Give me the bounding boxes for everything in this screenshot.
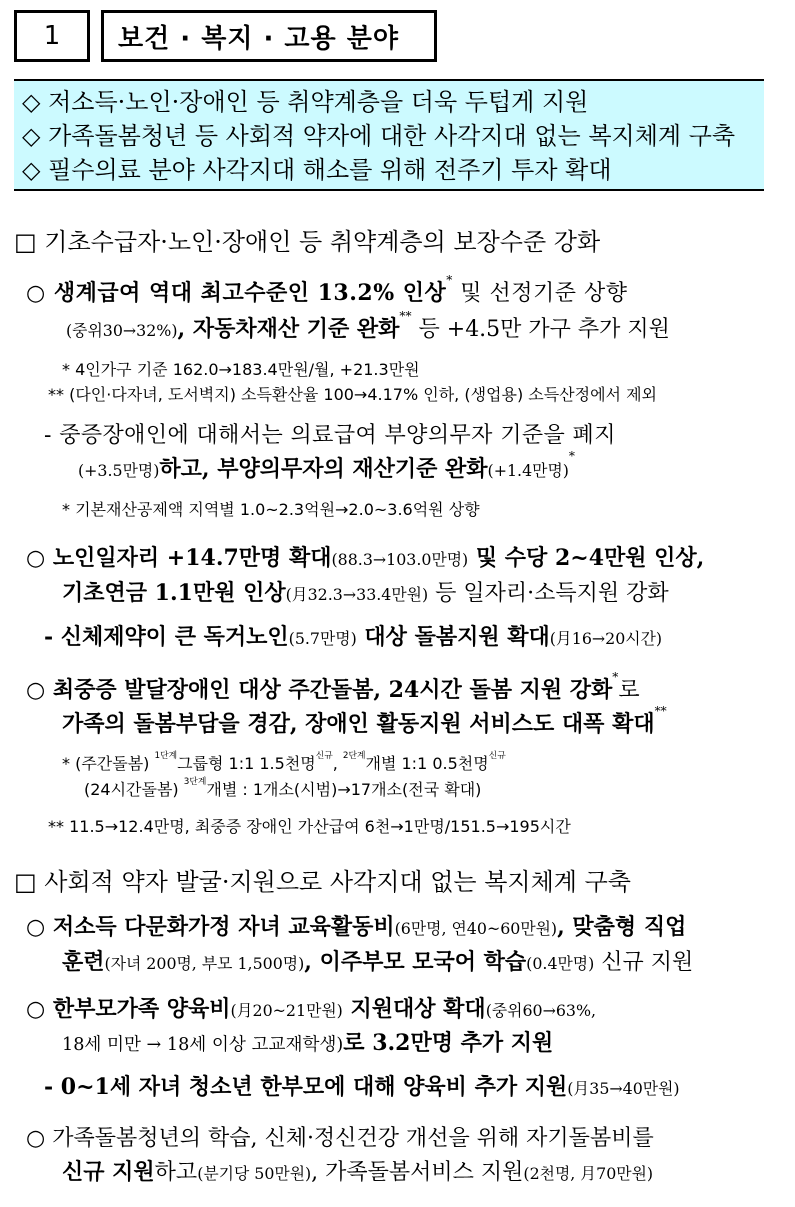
sec2-bullet1-line1: ○ 저소득 다문화가정 자녀 교육활동비(6만명, 연40~60만원), 맞춤형 직업 <box>26 914 687 940</box>
sec1-bullet3-note2: (24시간돌봄) $^{3단계}$개별 : 1개소(시범)→17개소(전국 확대) <box>84 777 482 799</box>
sec1-bullet2-line1: ○ 노인일자리 +14.7만명 확대(88.3→103.0만명) 및 수당 2~4만원 인상, <box>26 545 705 571</box>
sec2-bullet3-line1: ○ 가족돌봄청년의 학습, 신체·정신건강 개선을 위해 자기돌봄비를 <box>26 1126 654 1151</box>
sec1-bullet2-line2: 기초연금 1.1만원 인상(月32.3→33.4만원) 등 일자리·소득지원 강화 <box>62 580 669 606</box>
sec1-bullet1-note1: * 4인가구 기준 162.0→183.4만원/월, +21.3만원 <box>62 360 420 379</box>
section-title: 보건 · 복지 · 고용 분야 <box>118 23 399 54</box>
sec1-dash1-note1: * 기본재산공제액 지역별 1.0~2.3억원→2.0~3.6억원 상향 <box>62 500 480 519</box>
summary-line-3: ◇ 필수의료 분야 사각지대 해소를 위해 전주기 투자 확대 <box>22 156 612 184</box>
sec1-dash1-line2: (+3.5만명)하고, 부양의무자의 재산기준 완화(+1.4만명)* <box>78 449 575 482</box>
sec1-bullet3-line1: ○ 최중증 발달장애인 대상 주간돌봄, 24시간 돌봄 지원 강화*로 <box>26 670 640 703</box>
section-number-box <box>14 10 90 62</box>
summary-box <box>14 79 764 191</box>
sec1-bullet3-note1: * (주간돌봄) $^{1단계}$그룹형 1:1 1.5천명$^{신규}$, $^{2단계}$개별 1:1 0.5천명$^{신규}$ <box>62 751 506 773</box>
sec1-bullet1-line2: (중위30→32%), 자동차재산 기준 완화** 등 +4.5만 가구 추가 지원 <box>66 309 670 342</box>
sec1-bullet3-note3: ** 11.5→12.4만명, 최중증 장애인 가산급여 6천→1만명/151.5→195시간 <box>48 817 571 836</box>
sec1-dash1-line1: - 중증장애인에 대해서는 의료급여 부양의무자 기준을 폐지 <box>44 423 616 448</box>
sec1-bullet2-dash: - 신체제약이 큰 독거노인(5.7만명) 대상 돌봄지원 확대(月16→20시간) <box>44 624 663 650</box>
section-title-box <box>101 10 437 62</box>
summary-line-2: ◇ 가족돌봄청년 등 사회적 약자에 대한 사각지대 없는 복지체계 구축 <box>22 122 736 150</box>
sec2-bullet2-line2: 18세 미만 → 18세 이상 고교재학생)로 3.2만명 추가 지원 <box>62 1030 554 1056</box>
sec1-bullet1-note2: ** (다인·다자녀, 도서벽지) 소득환산율 100→4.17% 인하, (생업용) 소득산정에서 제외 <box>48 385 658 404</box>
sec1-bullet3-line2: 가족의 돌봄부담을 경감, 장애인 활동지원 서비스도 대폭 확대** <box>62 704 667 737</box>
summary-line-1: ◇ 저소득·노인·장애인 등 취약계층을 더욱 두텁게 지원 <box>22 88 589 116</box>
sec2-bullet2-line1: ○ 한부모가족 양육비(月20~21만원) 지원대상 확대(중위60→63%, <box>26 996 597 1022</box>
sec2-bullet3-line2: 신규 지원하고(분기당 50만원), 가족돌봄서비스 지원(2천명, 月70만원) <box>62 1159 654 1185</box>
section-number: 1 <box>43 21 61 51</box>
sec1-bullet1-line1: ○ 생계급여 역대 최고수준인 13.2% 인상* 및 선정기준 상향 <box>26 273 628 306</box>
sec2-bullet1-line2: 훈련(자녀 200명, 부모 1,500명), 이주부모 모국어 학습(0.4만명) 신규 지원 <box>62 949 694 975</box>
sec2-bullet2-dash: - 0~1세 자녀 청소년 한부모에 대해 양육비 추가 지원(月35→40만원) <box>44 1074 680 1100</box>
section1-heading: □ 기초수급자·노인·장애인 등 취약계층의 보장수준 강화 <box>14 228 601 256</box>
section2-heading: □ 사회적 약자 발굴·지원으로 사각지대 없는 복지체계 구축 <box>14 868 631 896</box>
